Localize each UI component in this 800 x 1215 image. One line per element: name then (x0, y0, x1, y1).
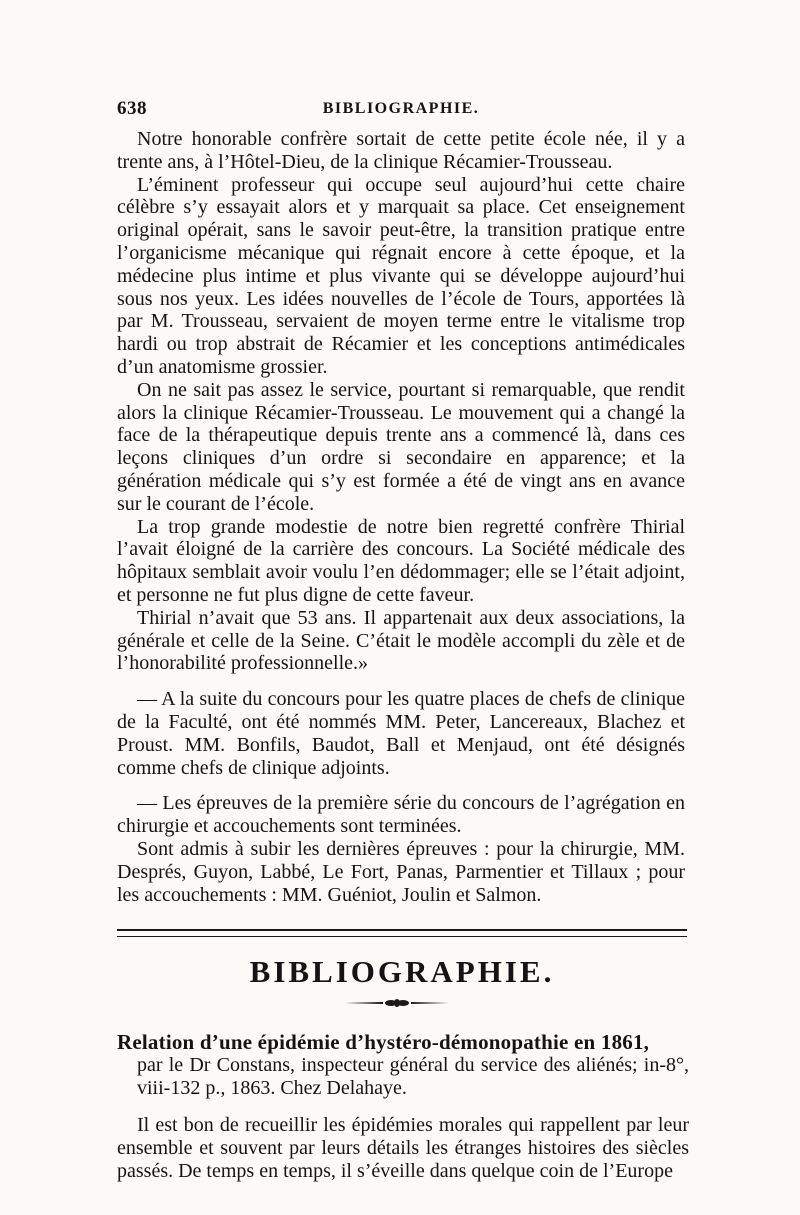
body-text (117, 128, 685, 906)
paragraph: Notre honorable confrère sortait de cette petite école née, il y a trente ans, à l’Hôtel-Dieu, de la clinique Récamier-Trousseau. (117, 128, 685, 173)
bibliography-title: Relation d’une épidémie d’hystéro-démonopathie en 1861, (117, 1030, 650, 1054)
bibliography-entry (117, 1030, 689, 1183)
double-rule-divider (117, 929, 687, 937)
section-title: BIBLIOGRAPHIE. (249, 954, 555, 989)
bibliography-body: Il est bon de recueillir les épidémies morales qui rappellent par leur ensemble et souvent par leurs détails les étranges histoires des siècles passés. De temps en temps, il s’éveille dans quelque coin de l’Europe (117, 1114, 689, 1182)
news-item: Sont admis à subir les dernières épreuves : pour la chirurgie, MM. Després, Guyon, Labbé, Le Fort, Panas, Parmentier et Tillaux ; pour les accouchements : MM. Guéniot, Joulin et Salmon. (117, 837, 685, 906)
page-number: 638 (117, 98, 147, 119)
ornamental-rule (343, 998, 451, 1008)
bibliography-details: par le Dr Constans, inspecteur général du service des aliénés; in-8°, viii-132 p., 1863. Chez Delahaye. (137, 1054, 689, 1099)
page-header (117, 98, 685, 128)
paragraph: Thirial n’avait que 53 ans. Il appartenait aux deux associations, la générale et celle de la Seine. C’était le modèle accompli du zèle et de l’honorabilité professionnelle.» (117, 606, 685, 675)
running-head: BIBLIOGRAPHIE. (322, 100, 480, 117)
news-item: — Les épreuves de la première série du concours de l’agrégation en chirurgie et accouchements sont terminées. (117, 792, 685, 838)
paragraph: La trop grande modestie de notre bien regretté confrère Thirial l’avait éloigné de la carrière des concours. La Société médicale des hôpitaux semblait avoir voulu l’en dédommager; elle se l’était adjoint, et personne ne fut plus digne de cette faveur. (117, 515, 685, 606)
paragraph: L’éminent professeur qui occupe seul aujourd’hui cette chaire célèbre s’y essayait alors et y marquait sa place. Cet enseignement original opérait, sans le savoir peut-être, la transition pratique entre l’organicisme mécanique qui régnait encore à cette époque, et la médecine plus intime et plus vivante qui se développe aujourd’hui sous nos yeux. Les idées nouvelles de l’école de Tours, apportées là par M. Trousseau, servaient de moyen terme entre le vitalisme trop hardi ou trop abstrait de Récamier et les conceptions antimédicales d’un anatomisme grossier. (117, 173, 685, 378)
paragraph: On ne sait pas assez le service, pourtant si remarquable, que rendit alors la clinique Récamier-Trousseau. Le mouvement qui a changé la face de la thérapeutique depuis trente ans a commencé là, dans ces leçons cliniques d’un ordre si secondaire en apparence; et la génération médicale qui s’y est formée a été de vingt ans en avance sur le courant de l’école. (117, 378, 685, 515)
news-item: — A la suite du concours pour les quatre places de chefs de clinique de la Faculté, ont été nommés MM. Peter, Lancereaux, Blachez et Proust. MM. Bonfils, Baudot, Ball et Menjaud, ont été désignés comme chefs de clinique adjoints. (117, 688, 685, 779)
paragraph-gap (117, 779, 685, 792)
paragraph-gap (117, 675, 685, 688)
